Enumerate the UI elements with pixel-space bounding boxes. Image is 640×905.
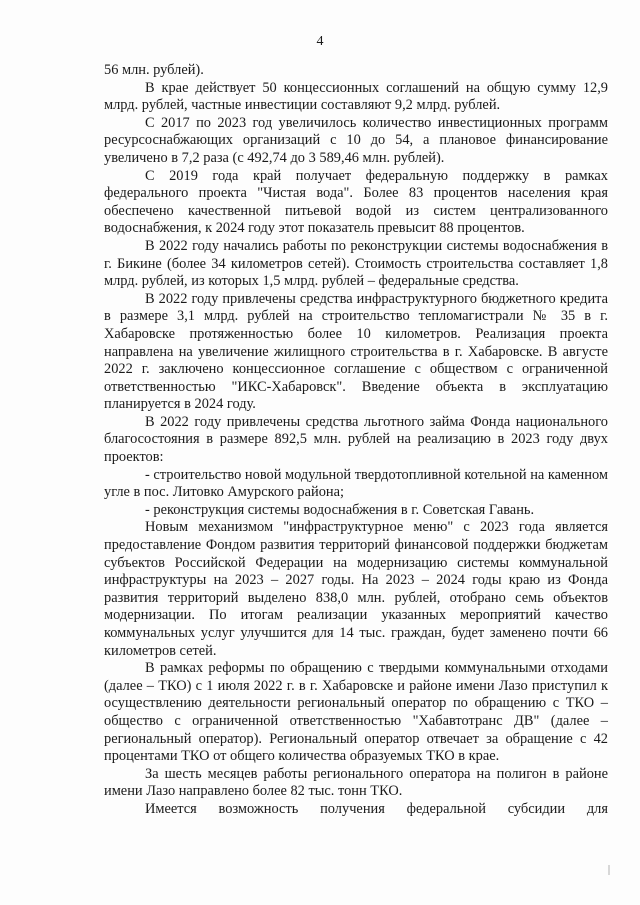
paragraph-continuation: 56 млн. рублей). — [104, 62, 204, 78]
paragraph-concessions: В крае действует 50 концессионных соглашений на общую сумму 12,9 млрд. рублей, частные инвестиции составляют 9,2 млрд. рублей. — [104, 79, 608, 114]
list-item-boiler: - строительство новой модульной твердотопливной котельной на каменном угле в пос. Литовко Амурского района; — [104, 466, 608, 501]
paragraph-nwf-loan: В 2022 году привлечены средства льготного займа Фонда национального благосостояния в размере 892,5 млн. рублей на реализацию в 2023 году двух проектов: — [104, 413, 608, 466]
paragraph-heat-main: В 2022 году привлечены средства инфраструктурного бюджетного кредита в размере 3,1 млрд. рублей на строительство тепломагистрали № 35 в г. Хабаровске протяженностью более 10 километров. Реализация проекта направлена на увеличение жилищного строительства в г. Хабаровске. В августе 2022 г. заключено концессионное соглашение с обществом с ограниченной ответственностью "ИКС-Хабаровск". Введение объекта в эксплуатацию планируется в 2024 году. — [104, 290, 608, 413]
paragraph-bikin-water: В 2022 году начались работы по реконструкции системы водоснабжения в г. Бикине (более 34 километров сетей). Стоимость строительства составляет 1,8 млрд. рублей, из которых 1,5 млрд. рублей – федеральные средства. — [104, 237, 608, 290]
paragraph-waste-reform: В рамках реформы по обращению с твердыми коммунальными отходами (далее – ТКО) с 1 июля 2022 г. в г. Хабаровске и районе имени Лазо приступил к осуществлению деятельности региональный оператор по обращению с ТКО – общество с ограниченной ответственностью "Хабавтотранс ДВ" (далее – региональный оператор). Региональный оператор отвечает за обращение с 42 процентами ТКО от общего количества образуемых ТКО в крае. — [104, 660, 608, 765]
paragraph-federal-subsidy: Имеется возможность получения федеральной субсидии для — [145, 800, 608, 817]
document-body — [104, 62, 608, 819]
paragraph-investment-programs: С 2017 по 2023 год увеличилось количество инвестиционных программ ресурсоснабжающих организаций с 10 до 54, а плановое финансирование увеличено в 7,2 раза (с 492,74 до 3 589,46 млн. рублей). — [104, 114, 608, 166]
paragraph-clean-water: С 2019 года край получает федеральную поддержку в рамках федерального проекта "Чистая вода". Более 83 процентов населения края обеспечено качественной питьевой водой из систем централизованного водоснабжения, к 2024 году этот показатель превысит 88 процентов. — [104, 167, 608, 237]
paragraph-landfill: За шесть месяцев работы регионального оператора на полигон в районе имени Лазо направлено более 82 тыс. тонн ТКО. — [104, 765, 608, 800]
paragraph-infrastructure-menu: Новым механизмом "инфраструктурное меню" с 2023 года является предоставление Фондом развития территорий финансовой поддержки бюджетам субъектов Российской Федерации на модернизацию системы коммунальной инфраструктуры на 2023 – 2027 годы. На 2023 – 2024 годы краю из Фонда развития территорий выделено 838,0 млн. рублей, отобрано семь объектов модернизации. По итогам реализации указанных мероприятий качество коммунальных услуг улучшится для 14 тыс. граждан, будет заменено почти 66 километров сетей. — [104, 519, 608, 659]
page-number: 4 — [316, 34, 324, 49]
scan-mark — [608, 865, 610, 875]
list-item-water-reconstruction: - реконструкция системы водоснабжения в г. Советская Гавань. — [145, 501, 535, 518]
